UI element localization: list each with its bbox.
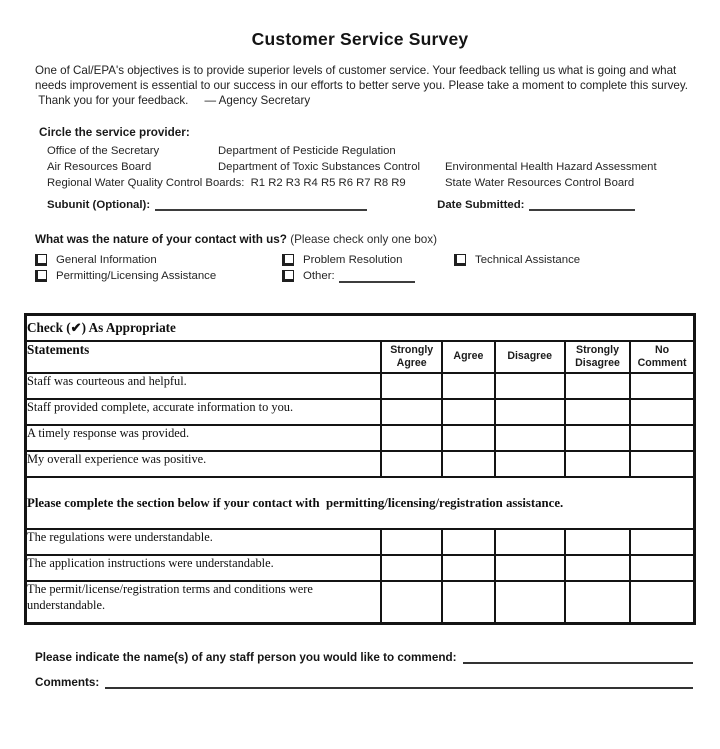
column-header-agree: Agree bbox=[442, 341, 494, 373]
rating-cell[interactable] bbox=[630, 451, 694, 477]
section-note: Please complete the section below if your contact with permitting/licensing/registration assistance. bbox=[26, 477, 695, 529]
table-row bbox=[26, 555, 695, 581]
rating-cell[interactable] bbox=[495, 555, 565, 581]
statement-cell: A timely response was provided. bbox=[26, 425, 382, 451]
subunit-label: Subunit (Optional): bbox=[47, 199, 151, 211]
commend-field[interactable] bbox=[463, 649, 694, 664]
rating-cell[interactable] bbox=[381, 529, 442, 555]
provider-row bbox=[47, 143, 720, 159]
table-row bbox=[26, 451, 695, 477]
rating-cell[interactable] bbox=[495, 581, 565, 624]
statement-cell: My overall experience was positive. bbox=[26, 451, 382, 477]
statement-cell: The application instructions were understandable. bbox=[26, 555, 382, 581]
date-submitted-label: Date Submitted: bbox=[437, 199, 525, 211]
contact-question-line bbox=[35, 233, 720, 246]
comments-line bbox=[35, 674, 693, 689]
column-header-strongly-agree: Strongly Agree bbox=[381, 341, 442, 373]
rating-cell[interactable] bbox=[442, 399, 494, 425]
rating-cell[interactable] bbox=[565, 425, 630, 451]
date-submitted-field[interactable] bbox=[529, 197, 635, 211]
section-note-row bbox=[26, 477, 695, 529]
rating-cell[interactable] bbox=[630, 425, 694, 451]
contact-options-row bbox=[35, 254, 720, 266]
column-header-no-comment: No Comment bbox=[630, 341, 694, 373]
checkbox-icon[interactable] bbox=[35, 254, 47, 266]
contact-options-row bbox=[35, 269, 720, 283]
other-field[interactable] bbox=[339, 269, 415, 283]
rating-cell[interactable] bbox=[442, 581, 494, 624]
statements-header: Statements bbox=[26, 341, 382, 373]
subunit-field[interactable] bbox=[155, 197, 367, 211]
rating-cell[interactable] bbox=[381, 555, 442, 581]
page-title: Customer Service Survey bbox=[251, 29, 469, 49]
table-row bbox=[26, 425, 695, 451]
checkbox-icon[interactable] bbox=[454, 254, 466, 266]
provider-toxic-substances[interactable]: Department of Toxic Substances Control bbox=[218, 161, 420, 173]
checkbox-problem-resolution[interactable] bbox=[282, 254, 454, 266]
commend-label: Please indicate the name(s) of any staff person you would like to commend: bbox=[35, 651, 457, 664]
rating-cell[interactable] bbox=[381, 399, 442, 425]
table-caption: Check (✔) As Appropriate bbox=[26, 315, 695, 342]
rating-cell[interactable] bbox=[495, 399, 565, 425]
rating-cell[interactable] bbox=[442, 555, 494, 581]
intro-text: One of Cal/EPA's objectives is to provide superior levels of customer service. Your feedback telling us what is going and what needs improvement is essential to our success in our efforts to better serve you. Please take a moment to complete this survey. Thank you for your feedback. — Agency Secretary bbox=[35, 64, 688, 107]
rating-cell[interactable] bbox=[565, 555, 630, 581]
provider-office-secretary[interactable]: Office of the Secretary bbox=[47, 145, 160, 157]
rating-cell[interactable] bbox=[381, 581, 442, 624]
rating-cell[interactable] bbox=[565, 451, 630, 477]
rating-cell[interactable] bbox=[381, 373, 442, 399]
provider-air-resources-board[interactable]: Air Resources Board bbox=[47, 161, 152, 173]
comments-field[interactable] bbox=[105, 674, 693, 689]
rating-cell[interactable] bbox=[630, 529, 694, 555]
comments-label: Comments: bbox=[35, 676, 100, 689]
statement-cell: Staff provided complete, accurate information to you. bbox=[26, 399, 382, 425]
rating-cell[interactable] bbox=[495, 373, 565, 399]
checkbox-icon[interactable] bbox=[35, 270, 47, 282]
rating-cell[interactable] bbox=[565, 373, 630, 399]
option-label: Other: bbox=[303, 270, 335, 282]
rating-cell[interactable] bbox=[630, 555, 694, 581]
statement-cell: The permit/license/registration terms and conditions were understandable. bbox=[26, 581, 382, 624]
provider-env-health-hazard[interactable]: Environmental Health Hazard Assessment bbox=[445, 161, 657, 173]
provider-row bbox=[47, 159, 720, 175]
table-row bbox=[26, 529, 695, 555]
rating-cell[interactable] bbox=[442, 451, 494, 477]
subunit-row bbox=[47, 197, 720, 211]
provider-pesticide-regulation[interactable]: Department of Pesticide Regulation bbox=[218, 145, 396, 157]
contact-question: What was the nature of your contact with us? bbox=[35, 233, 287, 246]
rating-cell[interactable] bbox=[495, 451, 565, 477]
rating-cell[interactable] bbox=[565, 581, 630, 624]
statement-cell: Staff was courteous and helpful. bbox=[26, 373, 382, 399]
checkbox-icon[interactable] bbox=[282, 270, 294, 282]
rating-cell[interactable] bbox=[442, 529, 494, 555]
commend-line bbox=[35, 649, 693, 664]
contact-question-hint: (Please check only one box) bbox=[286, 233, 438, 246]
survey-table bbox=[24, 313, 696, 625]
rating-cell[interactable] bbox=[381, 425, 442, 451]
option-label: General Information bbox=[56, 254, 157, 266]
rating-cell[interactable] bbox=[630, 581, 694, 624]
table-header-row bbox=[26, 341, 695, 373]
provider-state-water-board[interactable]: State Water Resources Control Board bbox=[445, 177, 635, 189]
checkbox-icon[interactable] bbox=[282, 254, 294, 266]
provider-regional-water-boards[interactable]: Regional Water Quality Control Boards: R1 R2 R3 R4 R5 R6 R7 R8 R9 bbox=[47, 177, 406, 189]
checkbox-permitting-licensing[interactable] bbox=[35, 270, 282, 282]
rating-cell[interactable] bbox=[565, 399, 630, 425]
option-label: Permitting/Licensing Assistance bbox=[56, 270, 217, 282]
rating-cell[interactable] bbox=[565, 529, 630, 555]
rating-cell[interactable] bbox=[495, 425, 565, 451]
column-header-disagree: Disagree bbox=[495, 341, 565, 373]
statement-cell: The regulations were understandable. bbox=[26, 529, 382, 555]
provider-section-heading: Circle the service provider: bbox=[39, 126, 190, 139]
rating-cell[interactable] bbox=[630, 399, 694, 425]
rating-cell[interactable] bbox=[495, 529, 565, 555]
checkbox-other[interactable] bbox=[282, 269, 415, 283]
table-caption-row bbox=[26, 315, 695, 342]
rating-cell[interactable] bbox=[442, 373, 494, 399]
option-label: Technical Assistance bbox=[475, 254, 581, 266]
column-header-strongly-disagree: Strongly Disagree bbox=[565, 341, 630, 373]
rating-cell[interactable] bbox=[381, 451, 442, 477]
table-row bbox=[26, 399, 695, 425]
rating-cell[interactable] bbox=[630, 373, 694, 399]
rating-cell[interactable] bbox=[442, 425, 494, 451]
option-label: Problem Resolution bbox=[303, 254, 403, 266]
table-row bbox=[26, 373, 695, 399]
checkbox-technical-assistance[interactable] bbox=[454, 254, 580, 266]
provider-row bbox=[47, 175, 720, 191]
table-row bbox=[26, 581, 695, 624]
checkbox-general-information[interactable] bbox=[35, 254, 282, 266]
